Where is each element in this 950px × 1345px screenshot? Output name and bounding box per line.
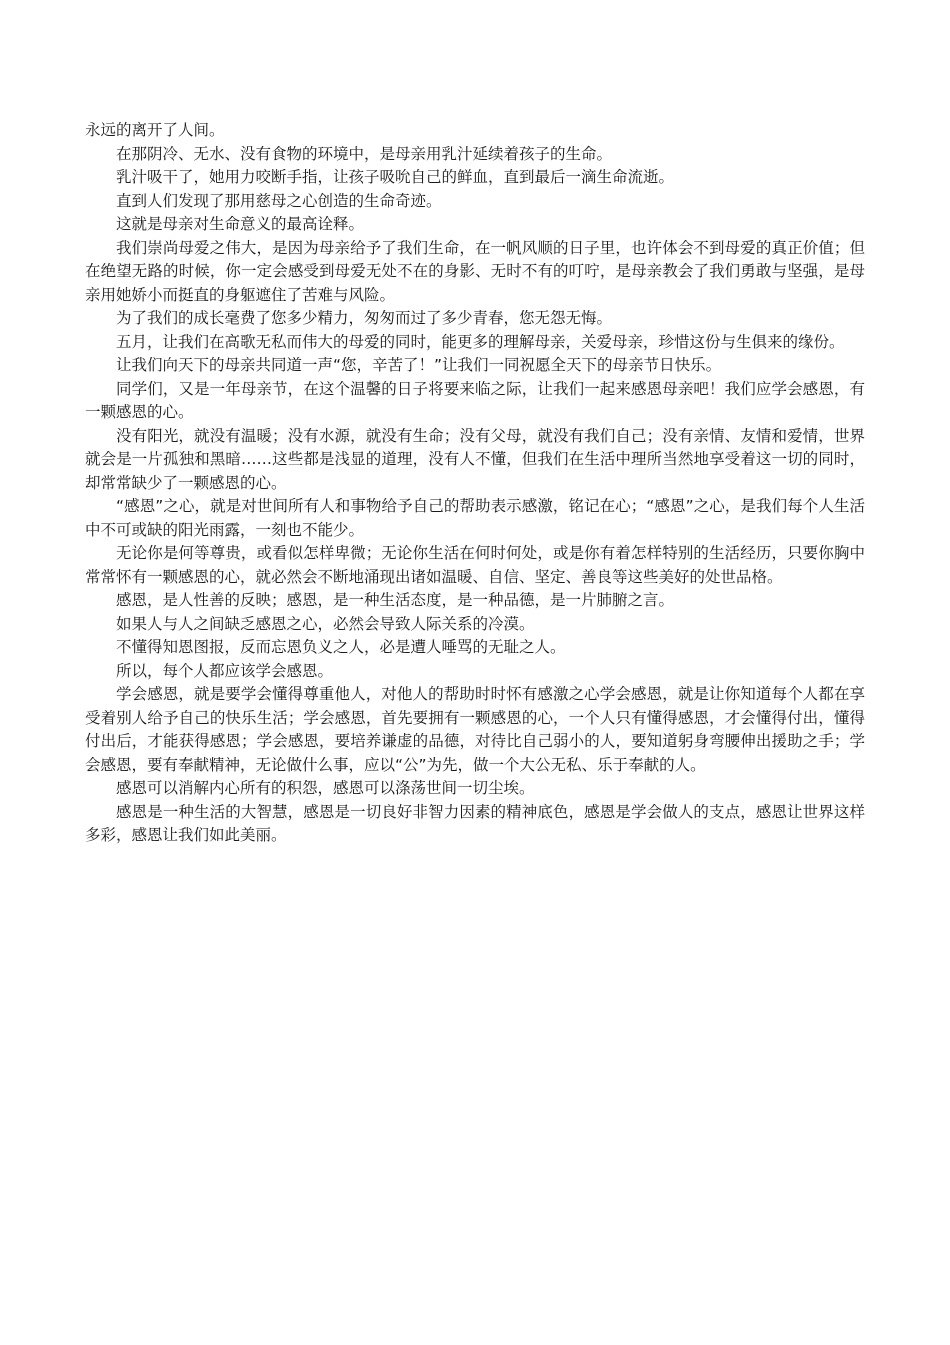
paragraph: 学会感恩，就是要学会懂得尊重他人，对他人的帮助时时怀有感激之心学会感恩，就是让你知道每个人都在享受着别人给予自己的快乐生活；学会感恩，首先要拥有一颗感恩的心，一个人只有懂得感恩，才会懂得付出，懂得付出后，才能获得感恩；学会感恩，要培养谦虚的品德，对待比自己弱小的人，要知道躬身弯腰伸出援助之手；学会感恩，要有奉献精神，无论做什么事，应以“公”为先，做一个大公无私、乐于奉献的人。	[85, 685, 865, 774]
paragraph: 直到人们发现了那用慈母之心创造的生命奇迹。	[116, 191, 442, 210]
paragraph: 感恩可以消解内心所有的积怨，感恩可以涤荡世间一切尘埃。	[116, 779, 535, 797]
paragraph: 不懂得知恩图报，反而忘恩负义之人，必是遭人唾骂的无耻之人。	[116, 638, 566, 656]
paragraph: 在那阴冷、无水、没有食物的环境中，是母亲用乳汁延续着孩子的生命。	[116, 144, 613, 163]
paragraph: 这就是母亲对生命意义的最高诠释。	[116, 215, 365, 233]
document-body	[85, 119, 865, 848]
paragraph: 为了我们的成长毫费了您多少精力，匆匆而过了多少青春，您无怨无悔。	[116, 309, 613, 327]
paragraph: 感恩是一种生活的大智慧，感恩是一切良好非智力因素的精神底色，感恩是学会做人的支点，感恩让世界这样多彩，感恩让我们如此美丽。	[85, 802, 865, 844]
paragraph: 永远的离开了人间。	[85, 121, 225, 139]
paragraph: 感恩，是人性善的反映；感恩，是一种生活态度，是一种品德，是一片肺腑之言。	[116, 591, 675, 609]
paragraph: 所以，每个人都应该学会感恩。	[116, 661, 334, 680]
paragraph: 如果人与人之间缺乏感恩之心，必然会导致人际关系的冷漠。	[116, 614, 535, 633]
paragraph: 无论你是何等尊贵，或看似怎样卑微；无论你生活在何时何处，或是你有着怎样特别的生活经历，只要你胸中常常怀有一颗感恩的心，就必然会不断地涌现出诸如温暖、自信、坚定、善良等这些美好的处世品格。	[85, 544, 865, 586]
paragraph: 五月，让我们在高歌无私而伟大的母爱的同时，能更多的理解母亲，关爱母亲，珍惜这份与生俱来的缘份。	[116, 332, 845, 351]
paragraph: 我们崇尚母爱之伟大，是因为母亲给予了我们生命，在一帆风顺的日子里，也许体会不到母爱的真正价值；但在绝望无路的时候，你一定会感受到母爱无处不在的身影、无时不有的叮咛，是母亲教会了我们勇敢与坚强，是母亲用她娇小而挺直的身躯遮住了苦难与风险。	[85, 238, 865, 304]
paragraph: 让我们向天下的母亲共同道一声“您，辛苦了！”让我们一同祝愿全天下的母亲节日快乐。	[116, 356, 722, 374]
paragraph: 乳汁吸干了，她用力咬断手指，让孩子吸吮自己的鲜血，直到最后一滴生命流逝。	[116, 168, 675, 186]
paragraph: 没有阳光，就没有温暖；没有水源，就没有生命；没有父母，就没有我们自己；没有亲情、友情和爱情，世界就会是一片孤独和黑暗……这些都是浅显的道理，没有人不懂，但我们在生活中理所当然地享受着这一切的同时，却常常缺少了一颗感恩的心。	[85, 426, 865, 492]
paragraph: “感恩”之心，就是对世间所有人和事物给予自己的帮助表示感激，铭记在心；“感恩”之心，是我们每个人生活中不可或缺的阳光雨露，一刻也不能少。	[85, 497, 865, 539]
paragraph: 同学们，又是一年母亲节，在这个温馨的日子将要来临之际，让我们一起来感恩母亲吧！我们应学会感恩，有一颗感恩的心。	[85, 379, 865, 421]
